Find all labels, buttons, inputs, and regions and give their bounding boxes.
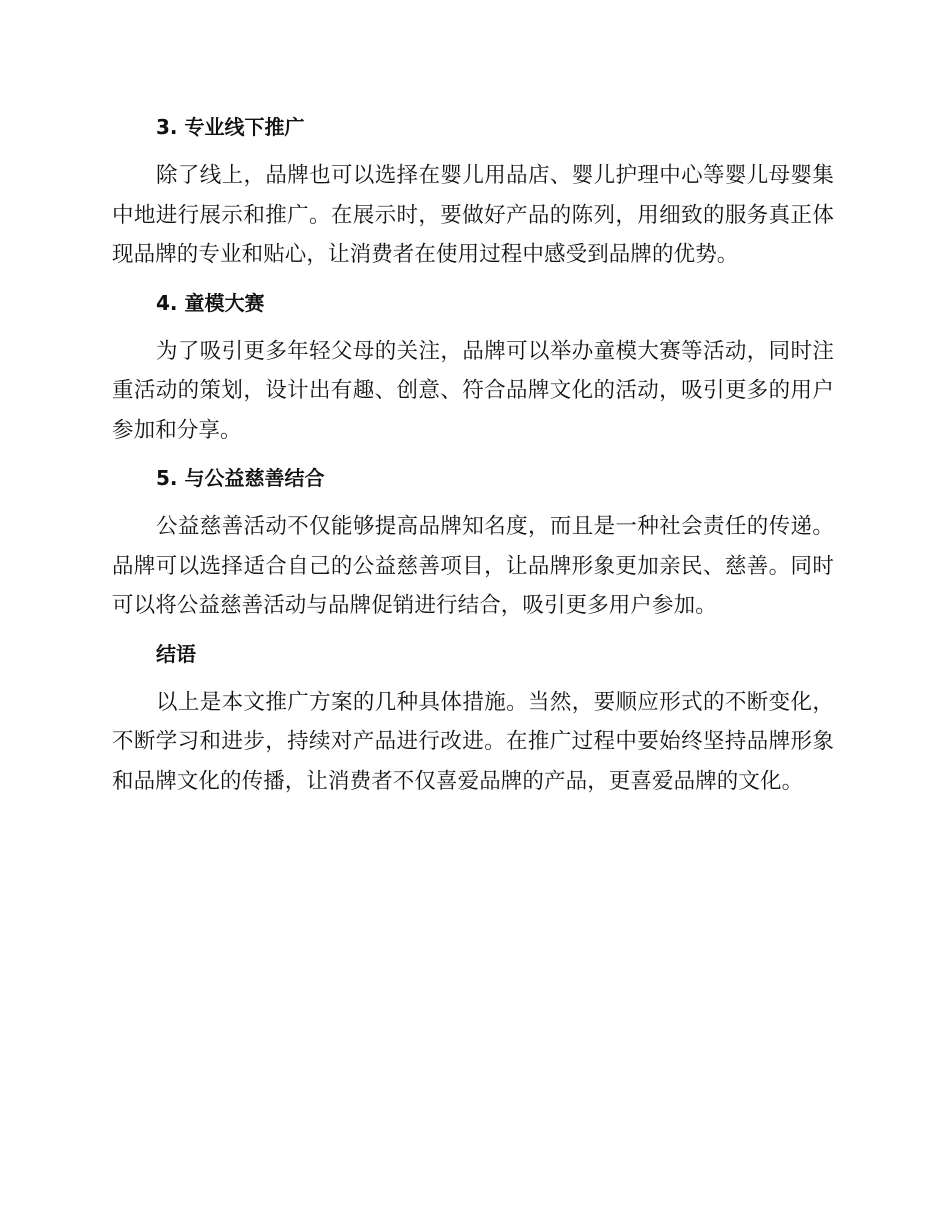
section-heading-offline-promotion: 3. 专业线下推广 [156,115,305,139]
section-paragraph-conclusion: 以上是本文推广方案的几种具体措施。当然，要顺应形式的不断变化，不断学习和进步，持续对产品进行改进。在推广过程中要始终坚持品牌形象和品牌文化的传播，让消费者不仅喜爱品牌的产品，更喜爱品牌的文化。 [112,689,834,794]
section-heading-charity: 5. 与公益慈善结合 [156,466,325,490]
section-paragraph-charity: 公益慈善活动不仅能够提高品牌知名度，而且是一种社会责任的传递。品牌可以选择适合自己的公益慈善项目，让品牌形象更加亲民、慈善。同时可以将公益慈善活动与品牌促销进行结合，吸引更多用户参加。 [112,514,834,618]
document-body [112,108,834,810]
section-heading-conclusion: 结语 [156,641,196,666]
section-heading-child-model-contest: 4. 童模大赛 [156,290,265,315]
section-paragraph-child-model-contest: 为了吸引更多年轻父母的关注，品牌可以举办童模大赛等活动，同时注重活动的策划，设计出有趣、创意、符合品牌文化的活动，吸引更多的用户参加和分享。 [112,338,834,443]
section-paragraph-offline-promotion: 除了线上，品牌也可以选择在婴儿用品店、婴儿护理中心等婴儿母婴集中地进行展示和推广。在展示时，要做好产品的陈列，用细致的服务真正体现品牌的专业和贴心，让消费者在使用过程中感受到品牌的优势。 [112,163,834,267]
